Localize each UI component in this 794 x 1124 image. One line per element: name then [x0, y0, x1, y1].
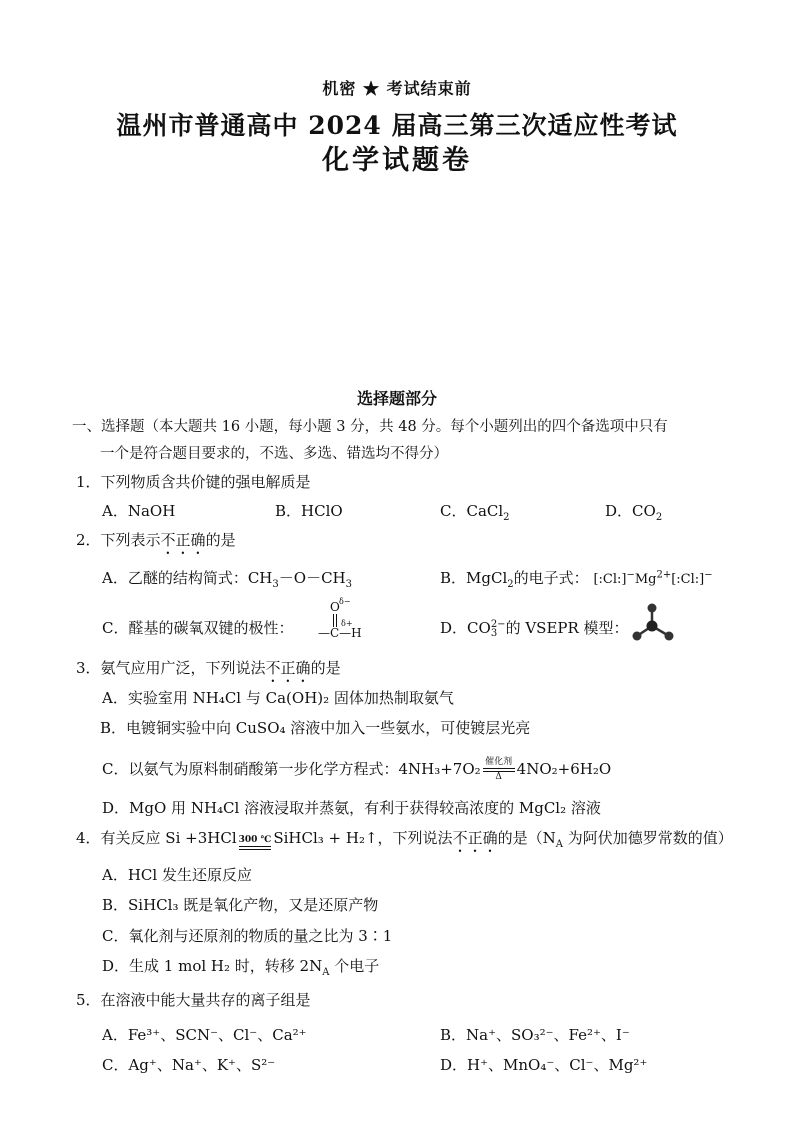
question-1-option-a: A．NaOH	[102, 502, 176, 520]
reaction-condition: 催化剂 Δ	[483, 758, 515, 782]
exam-subtitle: 化学试题卷	[322, 145, 472, 176]
question-3-option-b: B．电镀铜实验中向 CuSO₄ 溶液中加入一些氨水，可使镀层光亮	[100, 719, 531, 737]
section-title: 选择题部分	[356, 389, 437, 408]
question-2-option-b: B．MgCl$_2$的电子式： $[:Cl:]^-Mg^{2+}[:Cl:]^-$	[440, 569, 713, 590]
question-1-option-c: C．CaCl$_2$	[440, 502, 510, 523]
question-1-stem: 1．下列物质含共价键的强电解质是	[76, 473, 311, 491]
question-3-option-a: A．实验室用 NH₄Cl 与 Ca(OH)₂ 固体加热制取氨气	[102, 689, 454, 707]
emphasis-not-correct: 不正确	[452, 829, 498, 847]
question-2-option-c: C．醛基的碳氧双键的极性：	[102, 619, 294, 637]
question-2-option-d: D．CO 2− 3 的 VSEPR 模型：	[440, 619, 629, 639]
part1-instruction-line2: 一个是符合题目要求的，不选、多选、错选均不得分）	[100, 446, 448, 462]
emphasis-not-correct: 不正确	[160, 531, 206, 549]
question-4-option-b: B．SiHCl₃ 既是氧化产物，又是还原产物	[102, 896, 379, 914]
question-1-option-d: D．$CO_2$	[605, 502, 663, 523]
vsepr-trigonal-planar-model	[630, 602, 678, 644]
reaction-condition: 300 ℃	[239, 836, 272, 851]
emphasis-not-correct: 不正确	[265, 659, 311, 677]
question-5-option-c: C．Ag⁺、Na⁺、K⁺、S²⁻	[102, 1056, 276, 1074]
question-1-option-b: B．HClO	[275, 502, 343, 520]
question-2-option-a: A．乙醚的结构简式：$CH_3-O-CH_3$	[102, 569, 353, 590]
question-5-stem: 5．在溶液中能大量共存的离子组是	[76, 991, 311, 1009]
question-2-stem: 2．下列表示不正确的是	[76, 531, 236, 549]
aldehyde-polarity-structure: O δ− δ+ —C—H	[318, 597, 362, 640]
part1-instruction-line1: 一、选择题（本大题共 16 小题，每小题 3 分，共 48 分。每个小题列出的四个备选项中只有	[72, 419, 668, 435]
question-3-option-c: C．以氨气为原料制硝酸第一步化学方程式：4NH₃+7O₂ 催化剂 Δ 4NO₂+6H₂O	[102, 757, 612, 782]
question-5-option-a: A．Fe³⁺、SCN⁻、Cl⁻、Ca²⁺	[102, 1026, 307, 1044]
question-3-stem: 3．氨气应用广泛，下列说法不正确的是	[76, 659, 341, 677]
question-3-option-d: D．MgO 用 NH₄Cl 溶液浸取并蒸氨，有利于获得较高浓度的 MgCl₂ 溶液	[102, 799, 601, 817]
question-4-option-c: C．氧化剂与还原剂的物质的量之比为 3∶1	[102, 927, 393, 945]
question-5-option-d: D．H⁺、MnO₄⁻、Cl⁻、Mg²⁺	[440, 1056, 648, 1074]
question-4-option-d: D．生成 1 mol H₂ 时，转移 $2N_A$ 个电子	[102, 957, 380, 978]
question-4-stem: 4．有关反应 Si +3HCl 300 ℃ SiHCl₃ + H₂↑，下列说法不正确的是（$N_A$ 为阿伏加德罗常数的值）	[76, 829, 733, 850]
question-5-option-b: B．Na⁺、SO₃²⁻、Fe²⁺、I⁻	[440, 1026, 630, 1044]
question-4-option-a: A．HCl 发生还原反应	[102, 866, 252, 884]
confidential-label: 机密 ★ 考试结束前	[322, 79, 472, 98]
electron-formula: $[:Cl:]^-Mg^{2+}[:Cl:]^-$	[593, 569, 713, 587]
exam-title: 温州市普通高中 2024 届高三第三次适应性考试	[116, 111, 678, 140]
